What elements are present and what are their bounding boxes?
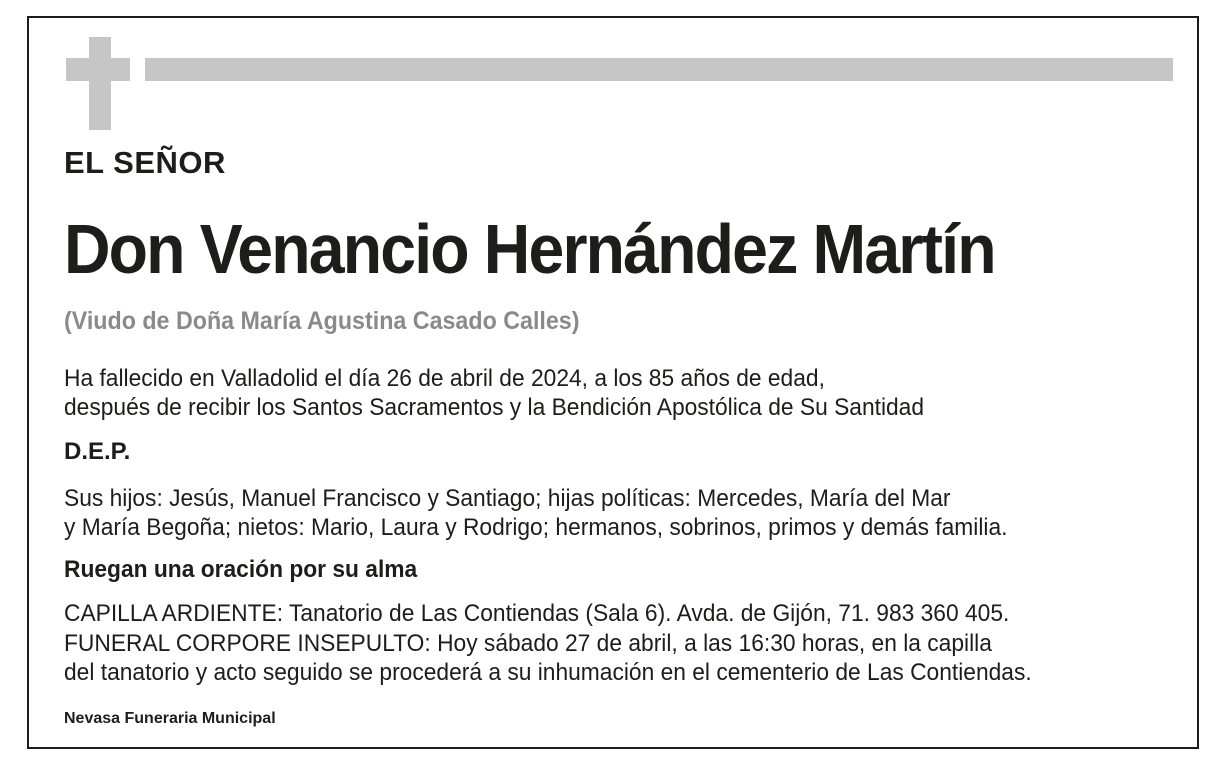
ceremony-line: FUNERAL CORPORE INSEPULTO: Hoy sábado 27 de abril, a las 16:30 horas, en la capilla xyxy=(64,630,992,657)
funeral-home: Nevasa Funeraria Municipal xyxy=(64,710,276,727)
heading: EL SEÑOR xyxy=(64,145,226,180)
deceased-name: Don Venancio Hernández Martín xyxy=(64,210,995,288)
dep-label: D.E.P. xyxy=(64,438,131,465)
ceremony-line: del tanatorio y acto seguido se procederá a su inhumación en el cementerio de Las Contiendas. xyxy=(64,659,1032,686)
death-line: Ha fallecido en Valladolid el día 26 de abril de 2024, a los 85 años de edad, xyxy=(64,365,825,392)
family-line: y María Begoña; nietos: Mario, Laura y Rodrigo; hermanos, sobrinos, primos y demás familia. xyxy=(64,514,1008,541)
family-line: Sus hijos: Jesús, Manuel Francisco y Santiago; hijas políticas: Mercedes, María del Mar xyxy=(64,485,951,512)
widowed-line: (Viudo de Doña María Agustina Casado Calles) xyxy=(64,307,580,335)
ceremony-line: CAPILLA ARDIENTE: Tanatorio de Las Contiendas (Sala 6). Avda. de Gijón, 71. 983 360 405. xyxy=(64,600,1010,627)
header-rule xyxy=(145,58,1173,81)
death-line: después de recibir los Santos Sacramentos y la Bendición Apostólica de Su Santidad xyxy=(64,394,925,421)
prayer-request: Ruegan una oración por su alma xyxy=(64,556,418,583)
